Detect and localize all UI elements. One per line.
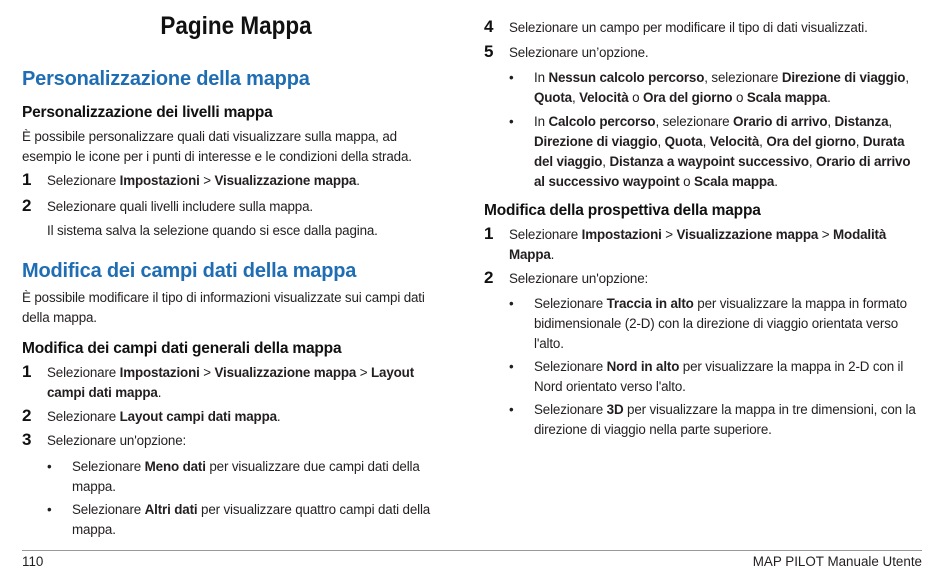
step-2-layers (22, 197, 450, 217)
step-text: Selezionare Layout campi dati mappa. (47, 409, 281, 424)
step-3-data-fields (22, 431, 450, 451)
step-1-data-fields (22, 363, 450, 403)
bullet-text: In Nessun calcolo percorso, selezionare Direzione di viaggio, Quota, Velocità o Ora del giorno o Scala mappa. (534, 70, 909, 105)
bullet-track-up (509, 294, 924, 354)
page-number: 110 (22, 554, 44, 569)
step-text: Selezionare quali livelli includere sulla mappa. (47, 199, 313, 214)
bullet-icon: • (47, 459, 52, 474)
bullet-no-route (509, 68, 924, 108)
manual-title: MAP PILOT Manuale Utente (752, 554, 922, 569)
step-number: 2 (22, 196, 32, 215)
paragraph-map-layers: È possibile personalizzare quali dati visualizzare sulla mappa, ad esempio le icone per i punti di interesse e le condizioni della strada. (22, 129, 412, 164)
step-4-data-fields (484, 18, 924, 38)
subsection-title-map-perspective: Modifica della prospettiva della mappa (484, 202, 761, 219)
step-number: 3 (22, 430, 32, 449)
paragraph-data-fields: È possibile modificare il tipo di informazioni visualizzate sui campi dati della mappa. (22, 290, 425, 325)
step-number: 1 (22, 170, 32, 189)
page-title: Pagine Mappa (160, 12, 312, 40)
bullet-text: Selezionare Traccia in alto per visualizzare la mappa in formato bidimensionale (2-D) con la direzione di viaggio orientata verso l'alto. (534, 296, 907, 351)
section-title-data-fields: Modifica dei campi dati della mappa (22, 260, 357, 282)
bullet-icon: • (509, 402, 514, 417)
bullet-text: Selezionare Nord in alto per visualizzare la mappa in 2-D con il Nord orientato verso l'alto. (534, 359, 904, 394)
step-2-data-fields (22, 407, 450, 427)
step-number: 2 (22, 406, 32, 425)
step-number: 1 (22, 362, 32, 381)
step-text: Selezionare Impostazioni > Visualizzazione mappa. (47, 173, 360, 188)
step-text: Selezionare Impostazioni > Visualizzazione mappa > Modalità Mappa. (509, 227, 887, 262)
subsection-title-general-data-fields: Modifica dei campi dati generali della mappa (22, 340, 342, 357)
bullet-less-data (47, 457, 450, 497)
subsection-title-map-layers: Personalizzazione dei livelli mappa (22, 104, 273, 121)
step-text: Selezionare un'opzione: (47, 433, 187, 448)
step-number: 2 (484, 268, 494, 287)
step-number: 1 (484, 224, 494, 243)
bullet-icon: • (509, 359, 514, 374)
bullet-icon: • (509, 70, 514, 85)
bullet-route-calc (509, 112, 924, 192)
footer-divider (22, 550, 922, 551)
step-5-data-fields (484, 43, 924, 63)
step-text: Selezionare un’opzione. (509, 45, 649, 60)
note-selection-saved: Il sistema salva la selezione quando si esce dalla pagina. (47, 223, 378, 238)
step-2-perspective (484, 269, 924, 289)
bullet-icon: • (47, 502, 52, 517)
bullet-3d (509, 400, 924, 440)
bullet-text: Selezionare Meno dati per visualizzare due campi dati della mappa. (72, 459, 420, 494)
section-title-customize-map: Personalizzazione della mappa (22, 68, 310, 90)
bullet-more-data (47, 500, 450, 540)
bullet-icon: • (509, 296, 514, 311)
bullet-text: Selezionare 3D per visualizzare la mappa in tre dimensioni, con la direzione di viaggio nella parte superiore. (534, 402, 916, 437)
step-number: 4 (484, 17, 494, 36)
step-text: Selezionare un'opzione: (509, 271, 649, 286)
step-text: Selezionare un campo per modificare il tipo di dati visualizzati. (509, 20, 868, 35)
step-text: Selezionare Impostazioni > Visualizzazione mappa > Layout campi dati mappa. (47, 365, 415, 400)
bullet-text: In Calcolo percorso, selezionare Orario di arrivo, Distanza, Direzione di viaggio, Quota, Velocità, Ora del giorno, Durata del viaggio, Distanza a waypoint successivo, Orario di arrivo al successivo waypoint o Scala mappa. (534, 114, 911, 189)
bullet-icon: • (509, 114, 514, 129)
step-number: 5 (484, 42, 494, 61)
step-1-perspective (484, 225, 924, 265)
step-1-layers (22, 171, 450, 191)
bullet-text: Selezionare Altri dati per visualizzare quattro campi dati della mappa. (72, 502, 431, 537)
bullet-north-up (509, 357, 924, 397)
